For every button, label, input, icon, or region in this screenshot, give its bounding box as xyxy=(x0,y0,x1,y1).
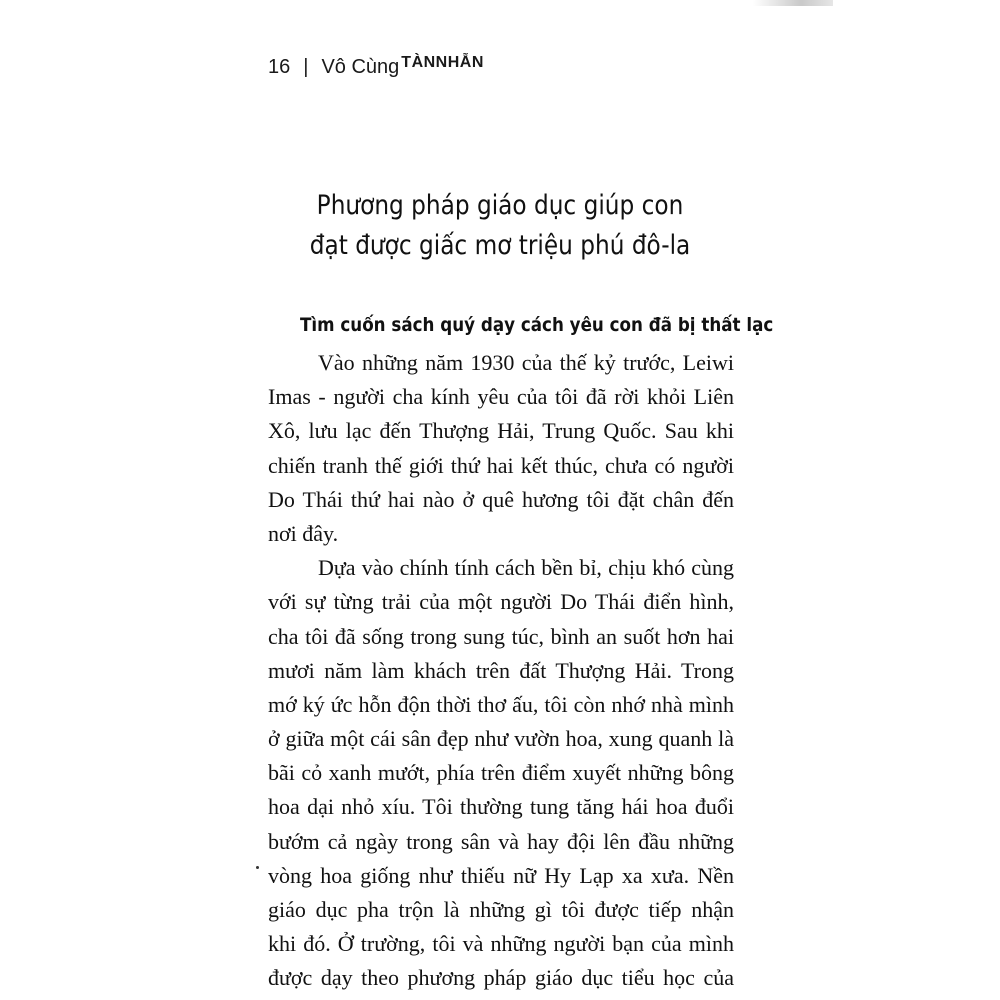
page-number: 16 xyxy=(268,56,291,78)
paragraph-2-line: khi đó. Ở trường, tôi và những người bạn của mình xyxy=(268,931,734,957)
header-series-title: Vô Cùng xyxy=(321,56,400,78)
paragraph-1-line: nơi đây. xyxy=(268,520,339,546)
paragraph-2-line: bãi cỏ xanh mướt, phía trên điểm xuyết những bông xyxy=(268,760,734,786)
paragraph-2-line: giáo dục pha trộn là những gì tôi được tiếp nhận xyxy=(268,897,734,922)
paragraph-1-line: Imas - người cha kính yêu của tôi đã rời khỏi Liên xyxy=(268,384,734,410)
paragraph-1-line: Vào những năm 1930 của thế kỷ trước, Leiwi xyxy=(318,350,734,375)
paragraph-1-line: chiến tranh thế giới thứ hai kết thúc, chưa có người xyxy=(268,452,734,478)
paragraph-1-line: Do Thái thứ hai nào ở quê hương tôi đặt chân đến xyxy=(268,486,734,512)
paragraph-2-line: với sự từng trải của một người Do Thái điển hình, xyxy=(268,589,734,615)
paragraph-2-line: được dạy theo phương pháp giáo dục tiểu học của xyxy=(268,965,734,991)
paragraph-2-line: vòng hoa giống như thiếu nữ Hy Lạp xa xưa. Nền xyxy=(268,862,734,888)
paragraph-2-line: Dựa vào chính tính cách bền bỉ, chịu khó cùng xyxy=(318,555,734,581)
chapter-title xyxy=(302,186,698,266)
running-header xyxy=(268,56,484,86)
paragraph-2-line: ở giữa một cái sân đẹp như vườn hoa, xung quanh là xyxy=(268,726,734,752)
paragraph-2-line: hoa dại nhỏ xíu. Tôi thường tung tăng hái hoa đuổi xyxy=(268,794,734,820)
paragraph-1-line: Xô, lưu lạc đến Thượng Hải, Trung Quốc. Sau khi xyxy=(268,418,734,444)
body-text xyxy=(268,346,734,996)
chapter-title-line-2: đạt được giấc mơ triệu phú đô-la xyxy=(309,230,691,261)
paragraph-2-line: mớ ký ức hỗn độn thời thơ ấu, tôi còn nhớ nhà mình xyxy=(268,691,734,717)
header-separator: | xyxy=(303,56,309,78)
paragraph-2-line: bướm cả ngày trong sân và hay đội lên đầu những xyxy=(268,828,734,854)
scan-edge-shadow xyxy=(753,0,833,6)
paragraph-2-line: cha tôi đã sống trong sung túc, bình an suốt hơn hai xyxy=(268,623,734,649)
paragraph-2-line: mươi năm làm khách trên đất Thượng Hải. Trong xyxy=(268,657,734,683)
scan-speck xyxy=(256,866,259,869)
section-heading: Tìm cuốn sách quý dạy cách yêu con đã bị thất lạc xyxy=(300,314,774,336)
chapter-title-line-1: Phương pháp giáo dục giúp con xyxy=(316,190,684,221)
header-brand-logo: TÀNNHẪN xyxy=(401,54,484,71)
